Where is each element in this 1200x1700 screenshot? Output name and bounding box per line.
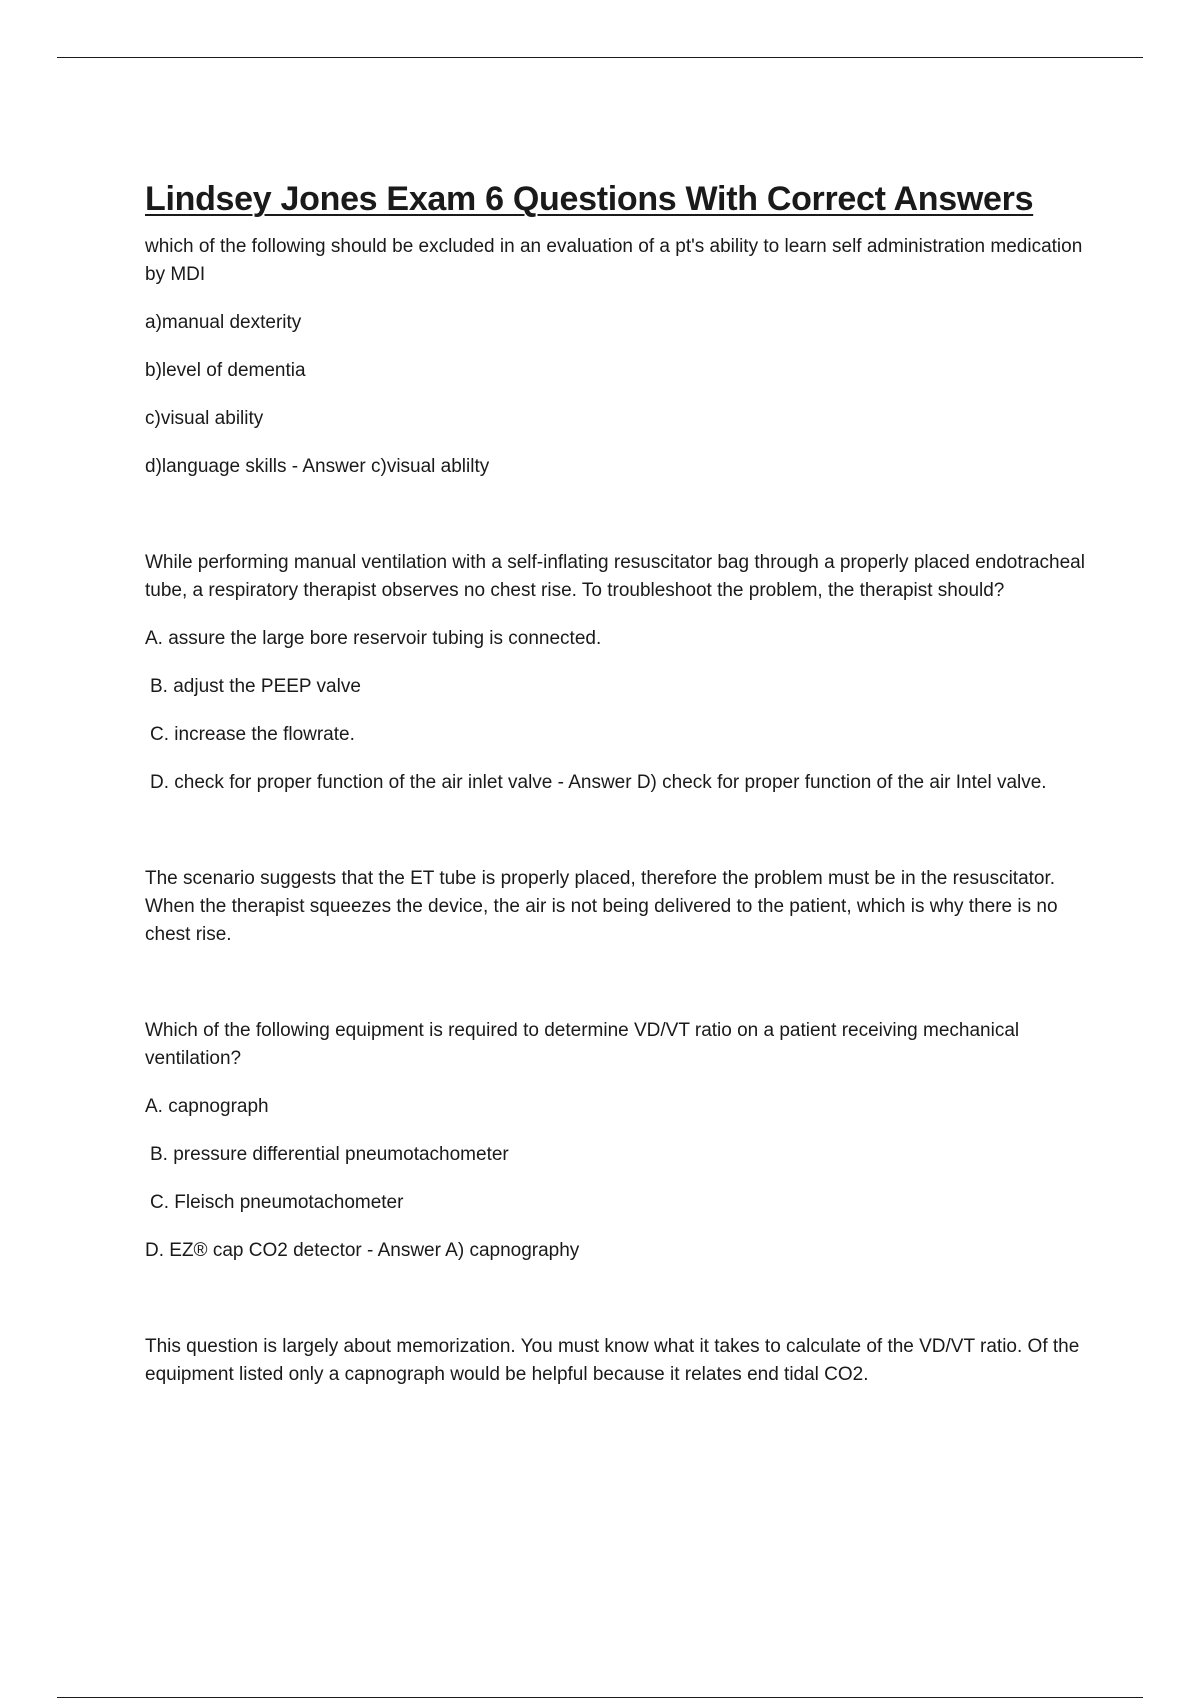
answer-option: C. increase the flowrate.: [150, 724, 355, 745]
explanation-text: This question is largely about memorization. You must know what it takes to calculate of the VD/VT ratio. Of the equipment listed only a capnograph would be helpful because it relates end tidal CO2.: [145, 1336, 1080, 1385]
answer-option: B. adjust the PEEP valve: [150, 676, 361, 697]
footer-rule: [57, 1697, 1143, 1698]
page-title: Lindsey Jones Exam 6 Questions With Correct Answers: [145, 180, 1034, 218]
spacer: [145, 817, 1085, 865]
question-text: Which of the following equipment is required to determine VD/VT ratio on a patient receiving mechanical ventilation?: [145, 1020, 1020, 1069]
answer-option: a)manual dexterity: [145, 312, 302, 333]
answer-option: D. check for proper function of the air inlet valve - Answer D) check for proper function of the air Intel valve.: [150, 772, 1047, 793]
question-block-1: [145, 233, 1085, 481]
answer-option: A. capnograph: [145, 1096, 269, 1117]
question-text: While performing manual ventilation with a self-inflating resuscitator bag through a properly placed endotracheal tube, a respiratory therapist observes no chest rise. To troubleshoot the problem, the therapist should?: [145, 552, 1085, 601]
explanation-text: The scenario suggests that the ET tube is properly placed, therefore the problem must be in the resuscitator. When the therapist squeezes the device, the air is not being delivered to the patient, which is why there is no chest rise.: [145, 868, 1058, 945]
question-block-3: [145, 1017, 1085, 1265]
document-body: [145, 180, 1085, 1409]
spacer: [145, 969, 1085, 1017]
question-block-2: [145, 549, 1085, 797]
answer-option: c)visual ability: [145, 408, 264, 429]
answer-option: B. pressure differential pneumotachometer: [150, 1144, 509, 1165]
spacer: [145, 1285, 1085, 1333]
answer-option: D. EZ® cap CO2 detector - Answer A) capnography: [145, 1240, 580, 1261]
answer-option: b)level of dementia: [145, 360, 306, 381]
answer-option: A. assure the large bore reservoir tubing is connected.: [145, 628, 602, 649]
question-text: which of the following should be excluded in an evaluation of a pt's ability to learn self administration medication by MDI: [145, 236, 1083, 285]
spacer: [145, 501, 1085, 549]
answer-option: d)language skills - Answer c)visual ablilty: [145, 456, 490, 477]
answer-option: C. Fleisch pneumotachometer: [150, 1192, 404, 1213]
header-rule: [57, 57, 1143, 58]
